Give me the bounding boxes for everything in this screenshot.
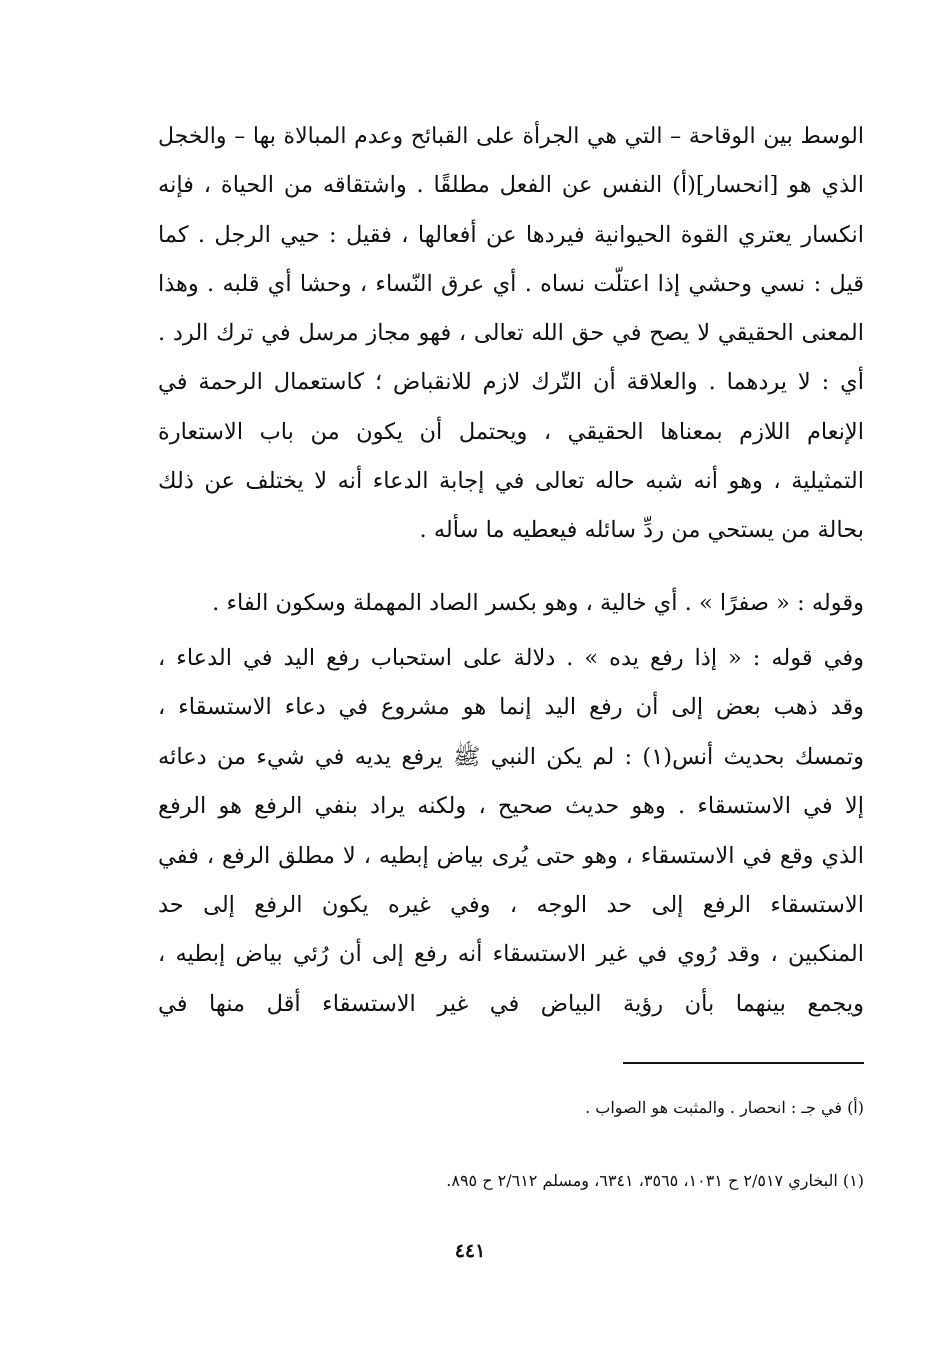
text-line: وقوله : « صفرًا » . أي خالية ، وهو بكسر الصاد المهملة وسكون الفاء . <box>212 590 864 616</box>
text-line: ويجمع بينهما بأن رؤية البياض في غير الاستسقاء أقل منها في <box>158 990 864 1017</box>
text-line: وتمسك بحديث أنس(١) : لم يكن النبي ﷺ يرفع يديه في شيء من دعائه <box>158 743 864 770</box>
page-number: ٤٤١ <box>454 1240 486 1262</box>
text-line: الذي هو [انحسار](أ) النفس عن الفعل مطلقًا . واشتقاقه من الحياة ، فإنه <box>158 172 864 199</box>
text-line: قيل : نسي وحشي إذا اعتلّت نساه . أي عرق النّساء ، وحشا أي قلبه . وهذا <box>158 270 864 297</box>
footnote-variant-reading: (أ) في جـ : انحصار . والمثبت هو الصواب . <box>585 1098 864 1117</box>
text-line: وقد ذهب بعض إلى أن رفع اليد إنما هو مشروع في دعاء الاستسقاء ، <box>158 694 864 721</box>
text-line: إلا في الاستسقاء . وهو حديث صحيح ، ولكنه يراد بنفي الرفع هو الرفع <box>158 793 864 820</box>
text-line: التمثيلية ، وهو أنه شبه حاله تعالى في إجابة الدعاء أنه لا يختلف عن ذلك <box>158 468 864 495</box>
text-line: الوسط بين الوقاحة – التي هي الجرأة على القبائح وعدم المبالاة بها – والخجل <box>158 124 864 149</box>
text-line: وفي قوله : « إذا رفع يده » . دلالة على استحباب رفع اليد في الدعاء ، <box>158 645 864 671</box>
paragraph-sifran-explanation <box>158 578 864 628</box>
text-line: أي : لا يردهما . والعلاقة أن التّرك لازم للانقباض ؛ كاستعمال الرحمة في <box>158 369 864 396</box>
text-line: الاستسقاء الرفع إلى حد الوجه ، وفي غيره يكون الرفع إلى حد <box>158 891 864 918</box>
paragraph-definition-of-modesty <box>158 112 864 556</box>
text-line: المعنى الحقيقي لا يصح في حق الله تعالى ، فهو مجاز مرسل في ترك الرد . <box>158 320 864 347</box>
text-line: بحالة من يستحي من ردِّ سائله فيعطيه ما سأله . <box>419 517 864 544</box>
text-line: الذي وقع في الاستسقاء ، وهو حتى يُرى بياض إبطيه ، لا مطلق الرفع ، ففي <box>158 842 864 869</box>
text-line: المنكبين ، وقد رُوي في غير الاستسقاء أنه رفع إلى أن رُئي بياض إبطيه ، <box>158 941 864 968</box>
text-line: انكسار يعتري القوة الحيوانية فيردها عن أفعالها ، فقيل : حيي الرجل . كما <box>158 221 864 248</box>
footnote-divider <box>623 1062 864 1064</box>
text-line: الإنعام اللازم بمعناها الحقيقي ، ويحتمل أن يكون من باب الاستعارة <box>158 418 864 445</box>
paragraph-raising-hands <box>158 634 864 1029</box>
footnote-hadith-sources: (١) البخاري ٢/٥١٧ ح ١٠٣١، ٣٥٦٥، ٦٣٤١، ومسلم ٢/٦١٢ ح ٨٩٥. <box>446 1171 864 1190</box>
